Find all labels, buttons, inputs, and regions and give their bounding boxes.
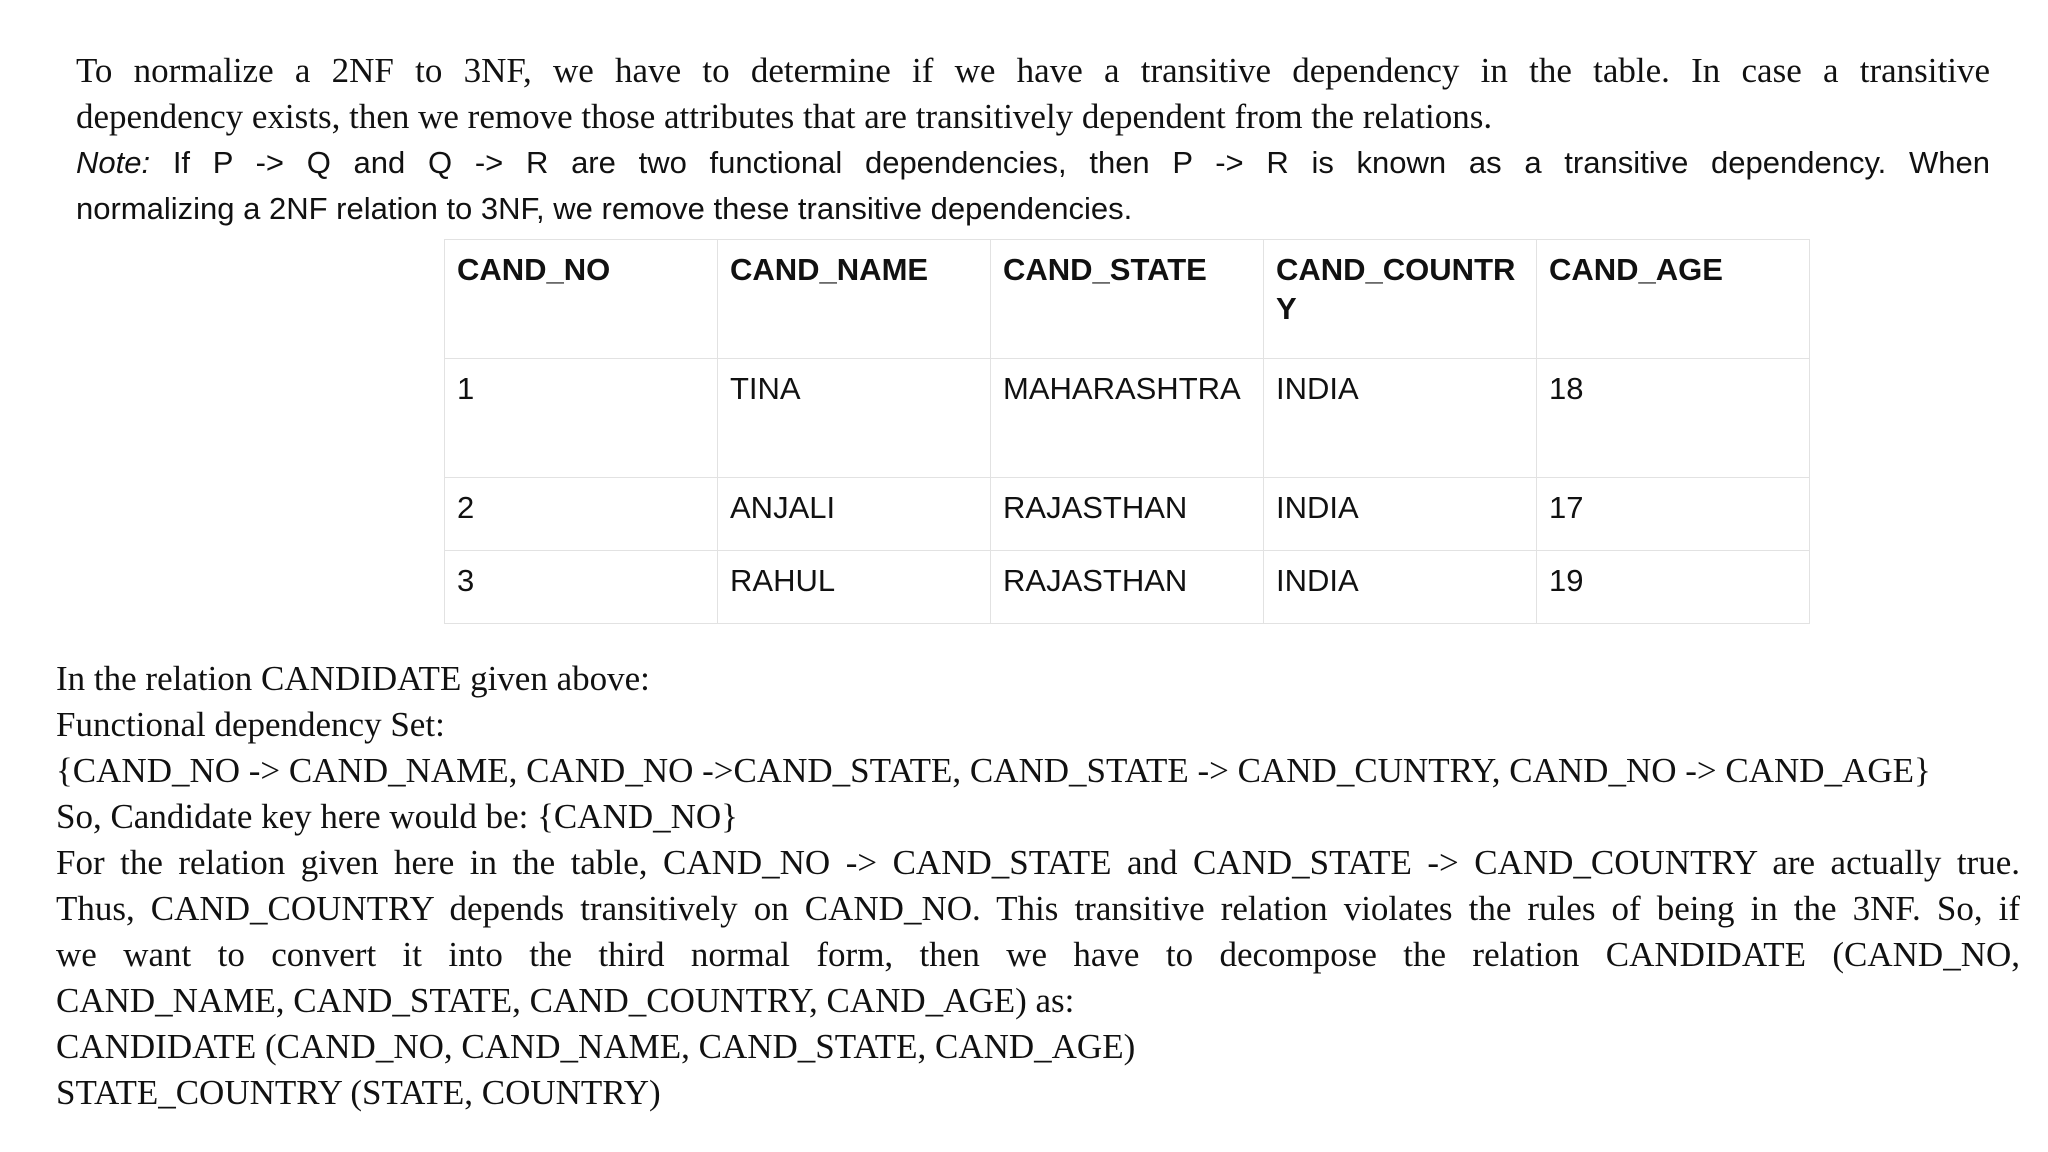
note-text: If P -> Q and Q -> R are two functional dependencies, then P -> R is known as a transitive dependency. When (150, 145, 1990, 180)
decomposed-relation: STATE_COUNTRY (STATE, COUNTRY) (56, 1073, 661, 1112)
note-line (76, 140, 1990, 186)
candidate-key: So, Candidate key here would be: {CAND_NO} (56, 797, 738, 836)
explain-line: Functional dependency Set: (56, 705, 445, 744)
table-cell: ANJALI (718, 478, 991, 551)
explanation-section (56, 656, 2020, 1116)
table-cell: RAJASTHAN (991, 551, 1264, 624)
table-cell: 17 (1537, 478, 1810, 551)
table-cell: 1 (445, 359, 718, 478)
table-row (445, 478, 1810, 551)
dependency-set: {CAND_NO -> CAND_NAME, CAND_NO ->CAND_STATE, CAND_STATE -> CAND_CUNTRY, CAND_NO -> CAND_AGE} (56, 751, 1931, 790)
explain-line: Thus, CAND_COUNTRY depends transitively on CAND_NO. This transitive relation violates the rules of being in the 3NF. So, if (56, 889, 2020, 928)
table-cell: 19 (1537, 551, 1810, 624)
intro-line: To normalize a 2NF to 3NF, we have to determine if we have a transitive dependency in the table. In case a transitive (76, 51, 1990, 90)
table-cell: MAHARASHTRA (991, 359, 1264, 478)
table-cell: RAJASTHAN (991, 478, 1264, 551)
explain-line: CAND_NAME, CAND_STATE, CAND_COUNTRY, CAND_AGE) as: (56, 981, 1075, 1020)
table-cell: INDIA (1264, 478, 1537, 551)
table-row (445, 551, 1810, 624)
note-label: Note: (76, 145, 151, 180)
column-header: CAND_NO (445, 240, 718, 359)
column-header: CAND_COUNTRY (1264, 240, 1537, 359)
table-header-row (445, 240, 1810, 359)
explain-line: For the relation given here in the table, CAND_NO -> CAND_STATE and CAND_STATE -> CAND_COUNTRY are actually true. (56, 843, 2020, 882)
table-cell: RAHUL (718, 551, 991, 624)
table-cell: TINA (718, 359, 991, 478)
candidate-table (444, 239, 1810, 624)
table-row (445, 359, 1810, 478)
explain-line: we want to convert it into the third normal form, then we have to decompose the relation CANDIDATE (CAND_NO, (56, 935, 2020, 974)
column-header: CAND_AGE (1537, 240, 1810, 359)
table-cell: 18 (1537, 359, 1810, 478)
note-line: normalizing a 2NF relation to 3NF, we remove these transitive dependencies. (76, 191, 1133, 226)
column-header: CAND_NAME (718, 240, 991, 359)
decomposed-relation: CANDIDATE (CAND_NO, CAND_NAME, CAND_STATE, CAND_AGE) (56, 1027, 1136, 1066)
column-header: CAND_STATE (991, 240, 1264, 359)
intro-line: dependency exists, then we remove those attributes that are transitively dependent from the relations. (76, 97, 1493, 136)
explain-line: In the relation CANDIDATE given above: (56, 659, 650, 698)
table-cell: INDIA (1264, 551, 1537, 624)
table-cell: INDIA (1264, 359, 1537, 478)
table-cell: 2 (445, 478, 718, 551)
table-cell: 3 (445, 551, 718, 624)
intro-paragraph (76, 48, 1990, 232)
